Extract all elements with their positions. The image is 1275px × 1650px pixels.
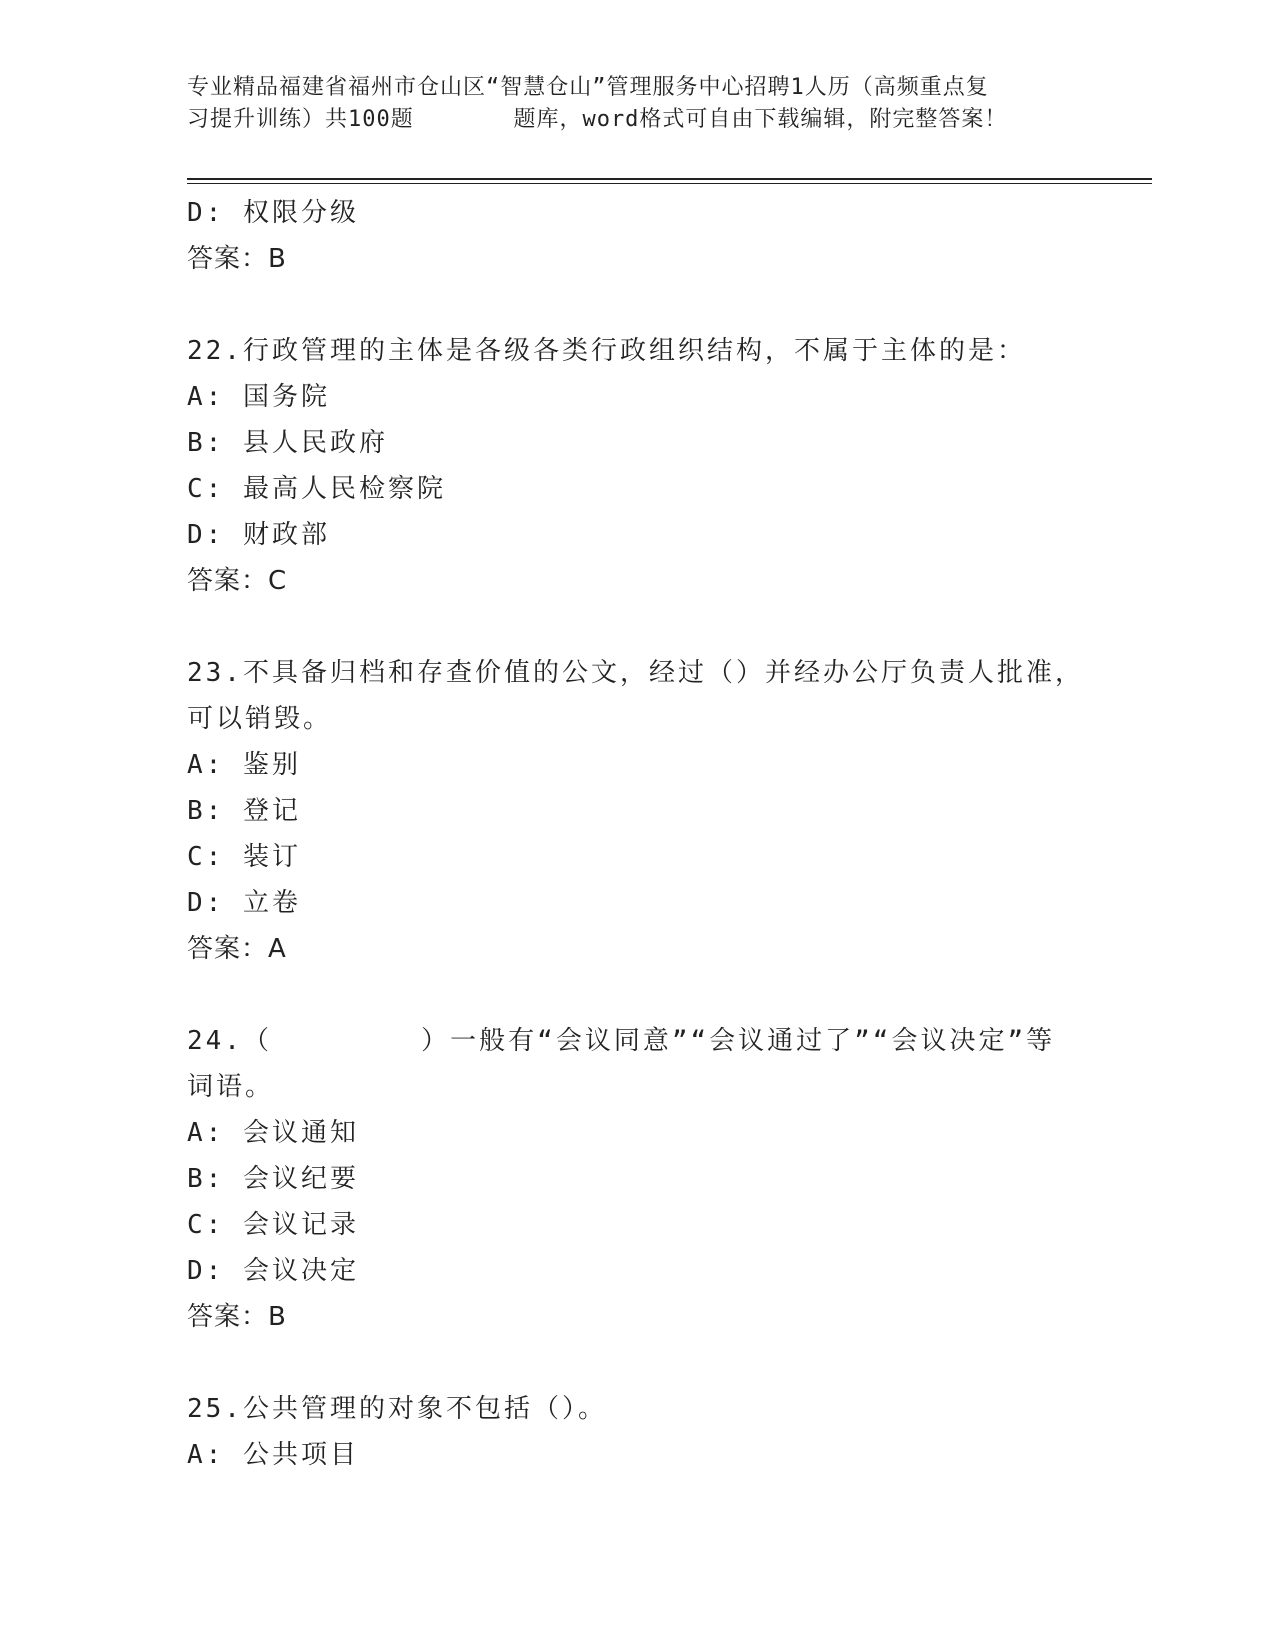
question-stem-24-line-2: 词语。	[187, 1072, 275, 1102]
header-line-2: 习提升训练）共100题 题库，word格式可自由下载编辑，附完整答案！	[187, 107, 1008, 132]
option-c: C: 最高人民检察院	[187, 474, 446, 504]
answer-line: 答案：B	[187, 244, 287, 274]
header-line-1: 专业精品福建省福州市仓山区“智慧仓山”管理服务中心招聘1人历（高频重点复	[187, 75, 989, 100]
option-c: C: 装订	[187, 842, 301, 872]
question-list	[187, 190, 1087, 1478]
answer-line: 答案：C	[187, 566, 288, 596]
answer-line: 答案：B	[187, 1302, 287, 1332]
option-d: D: 权限分级	[187, 198, 359, 228]
document-header	[187, 72, 1087, 136]
option-b: B: 县人民政府	[187, 428, 388, 458]
option-a: A: 会议通知	[187, 1118, 359, 1148]
option-d: D: 财政部	[187, 520, 330, 550]
question-stem-22: 22.行政管理的主体是各级各类行政组织结构，不属于主体的是：	[187, 336, 1026, 366]
answer-line: 答案：A	[187, 934, 287, 964]
option-d: D: 立卷	[187, 888, 301, 918]
header-rule-thick	[187, 178, 1152, 180]
option-b: B: 登记	[187, 796, 301, 826]
option-b: B: 会议纪要	[187, 1164, 359, 1194]
question-stem-23-line-2: 可以销毁。	[187, 704, 333, 734]
question-stem-25: 25.公共管理的对象不包括（）。	[187, 1394, 607, 1424]
option-a: A: 公共项目	[187, 1440, 359, 1470]
question-stem-23-line-1: 23.不具备归档和存查价值的公文，经过（）并经办公厅负责人批准，	[187, 658, 1084, 688]
option-d: D: 会议决定	[187, 1256, 359, 1286]
question-stem-24-line-1: 24.（ ）一般有“会议同意”“会议通过了”“会议决定”等	[187, 1026, 1056, 1056]
option-a: A: 国务院	[187, 382, 330, 412]
header-rule-thin	[187, 183, 1152, 184]
option-a: A: 鉴别	[187, 750, 301, 780]
option-c: C: 会议记录	[187, 1210, 359, 1240]
